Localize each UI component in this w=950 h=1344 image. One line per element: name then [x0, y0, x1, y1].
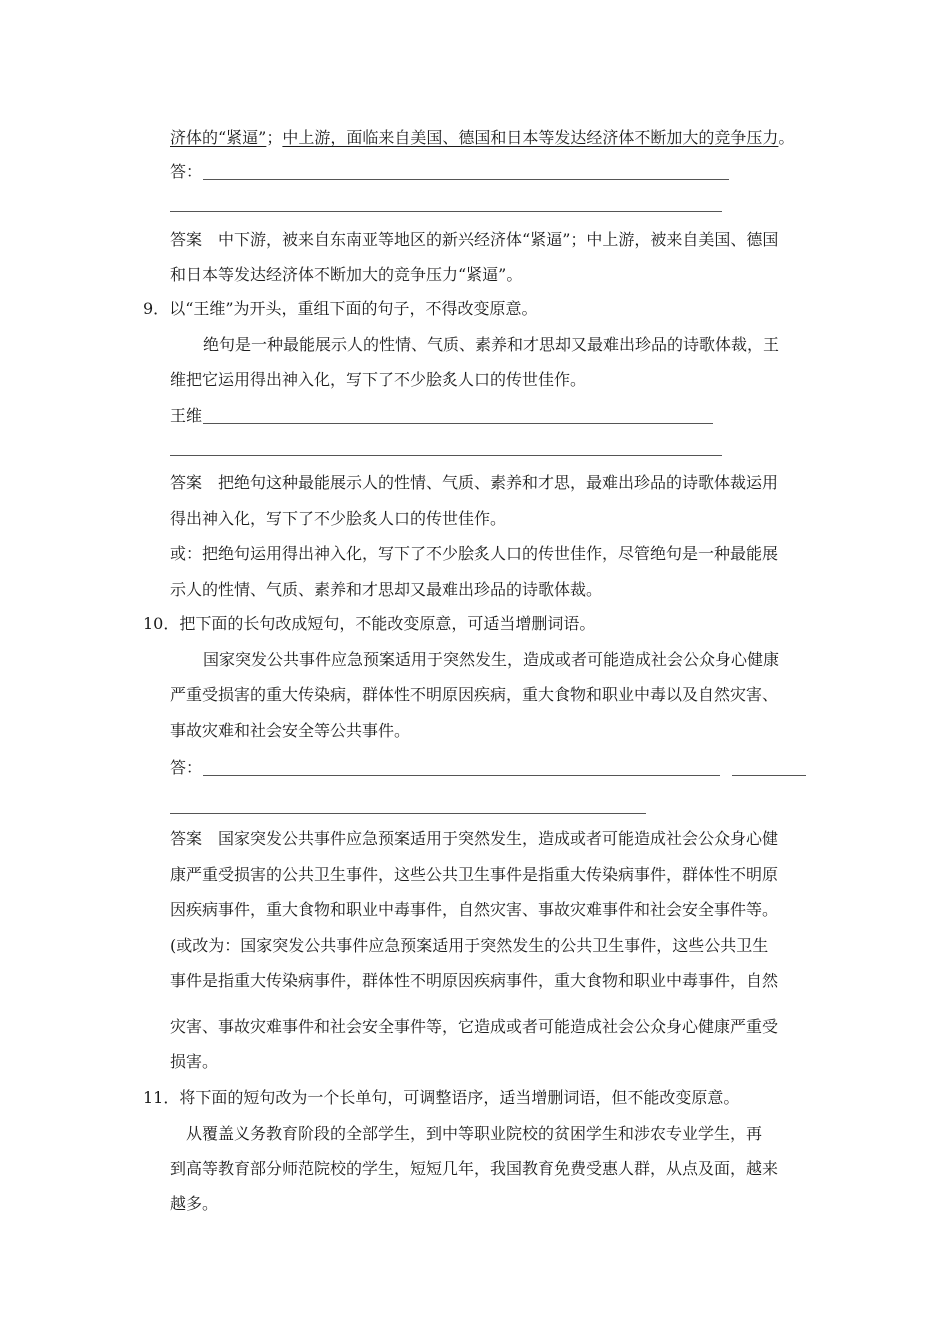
q9-alt-answer-line-2: 示人的性情、气质、素养和才思却又最难出珍品的诗歌体裁。 — [170, 580, 603, 599]
q9-answer-blank-2[interactable] — [170, 455, 722, 456]
q11-number: 11． — [143, 1088, 180, 1107]
q8-answer-prompt: 答： — [170, 162, 203, 181]
q10-answer-blank-1[interactable] — [203, 775, 720, 776]
q11-stem: 将下面的短句改为一个长单句，可调整语序，适当增删词语，但不能改变原意。 — [179, 1088, 740, 1107]
q11-passage-line-3: 越多。 — [170, 1194, 219, 1213]
q9-number: 9． — [143, 299, 170, 318]
q8-answer-label: 答案 — [170, 230, 203, 249]
q10-answer-line-1 — [170, 828, 778, 850]
q8-answer-text-1: 中下游，被来自东南亚等地区的新兴经济体“紧逼”；中上游，被来自美国、德国 — [218, 230, 779, 249]
q11-passage-line-1: 从覆盖义务教育阶段的全部学生，到中等职业院校的贫困学生和涉农专业学生，再 — [186, 1124, 763, 1143]
q10-stem-line — [143, 613, 595, 635]
q9-stem-line — [143, 298, 538, 320]
q9-passage-line-2: 维把它运用得出神入化，写下了不少脍炙人口的传世佳作。 — [170, 370, 587, 389]
q10-answer-line-3: 因疾病事件，重大食物和职业中毒事件，自然灾害、事故灾难事件和社会安全事件等。 — [170, 900, 779, 919]
q11-passage-line-2: 到高等教育部分师范院校的学生，短短几年，我国教育免费受惠人群，从点及面，越来 — [170, 1159, 779, 1178]
q10-answer-line-4: (或改为：国家突发公共事件应急预案适用于突然发生的公共卫生事件，这些公共卫生 — [170, 936, 769, 955]
q8-prompt-line — [170, 127, 794, 149]
q10-answer-blank-3[interactable] — [170, 813, 646, 814]
q10-passage-line-2: 严重受损害的重大传染病，群体性不明原因疾病，重大食物和职业中毒以及自然灾害、 — [170, 685, 779, 704]
q9-answer-line-1 — [170, 472, 778, 494]
q9-passage-line-1: 绝句是一种最能展示人的性情、气质、素养和才思却又最难出珍品的诗歌体裁，王 — [203, 335, 780, 354]
q8-underlined-phrase-2: 中上游，面临来自美国、德国和日本等发达经济体不断加大的竞争压力 — [282, 128, 779, 147]
q8-answer-line-2: 和日本等发达经济体不断加大的竞争压力“紧逼”。 — [170, 265, 523, 284]
q9-answer-blank-1[interactable] — [203, 423, 713, 424]
q8-separator: ； — [266, 128, 283, 147]
q8-answer-line-1 — [170, 229, 778, 251]
q9-answer-prompt: 王维 — [170, 406, 203, 425]
q9-answer-line-2: 得出神入化，写下了不少脍炙人口的传世佳作。 — [170, 509, 507, 528]
q9-stem: 以“王维”为开头，重组下面的句子，不得改变原意。 — [169, 299, 538, 318]
q10-answer-line-5: 事件是指重大传染病事件，群体性不明原因疾病事件，重大食物和职业中毒事件，自然 — [170, 971, 779, 990]
q10-passage-line-3: 事故灾难和社会安全等公共事件。 — [170, 721, 411, 740]
q11-stem-line — [143, 1087, 739, 1109]
q8-underlined-phrase-1: 济体的“紧逼” — [170, 128, 267, 147]
q10-answer-text-1: 国家突发公共事件应急预案适用于突然发生，造成或者可能造成社会公众身心健 — [218, 829, 779, 848]
q10-stem: 把下面的长句改成短句，不能改变原意，可适当增删词语。 — [179, 614, 596, 633]
q10-answer-label: 答案 — [170, 829, 203, 848]
q10-answer-line-7: 损害。 — [170, 1052, 219, 1071]
q8-answer-blank-1[interactable] — [203, 179, 729, 180]
q9-answer-label: 答案 — [170, 473, 203, 492]
q10-passage-line-1: 国家突发公共事件应急预案适用于突然发生，造成或者可能造成社会公众身心健康 — [203, 650, 780, 669]
q10-number: 10． — [143, 614, 180, 633]
q10-answer-line-2: 康严重受损害的公共卫生事件，这些公共卫生事件是指重大传染病事件，群体性不明原 — [170, 865, 779, 884]
q10-answer-line-6: 灾害、事故灾难事件和社会安全事件等，它造成或者可能造成社会公众身心健康严重受 — [170, 1017, 779, 1036]
q9-answer-text-1: 把绝句这种最能展示人的性情、气质、素养和才思，最难出珍品的诗歌体裁运用 — [218, 473, 779, 492]
q8-period: 。 — [778, 128, 795, 147]
q10-answer-prompt: 答： — [170, 758, 203, 777]
q10-answer-blank-2[interactable] — [732, 775, 806, 776]
q8-answer-blank-2[interactable] — [170, 211, 722, 212]
q9-alt-answer-line-1: 或：把绝句运用得出神入化，写下了不少脍炙人口的传世佳作，尽管绝句是一种最能展 — [170, 544, 779, 563]
